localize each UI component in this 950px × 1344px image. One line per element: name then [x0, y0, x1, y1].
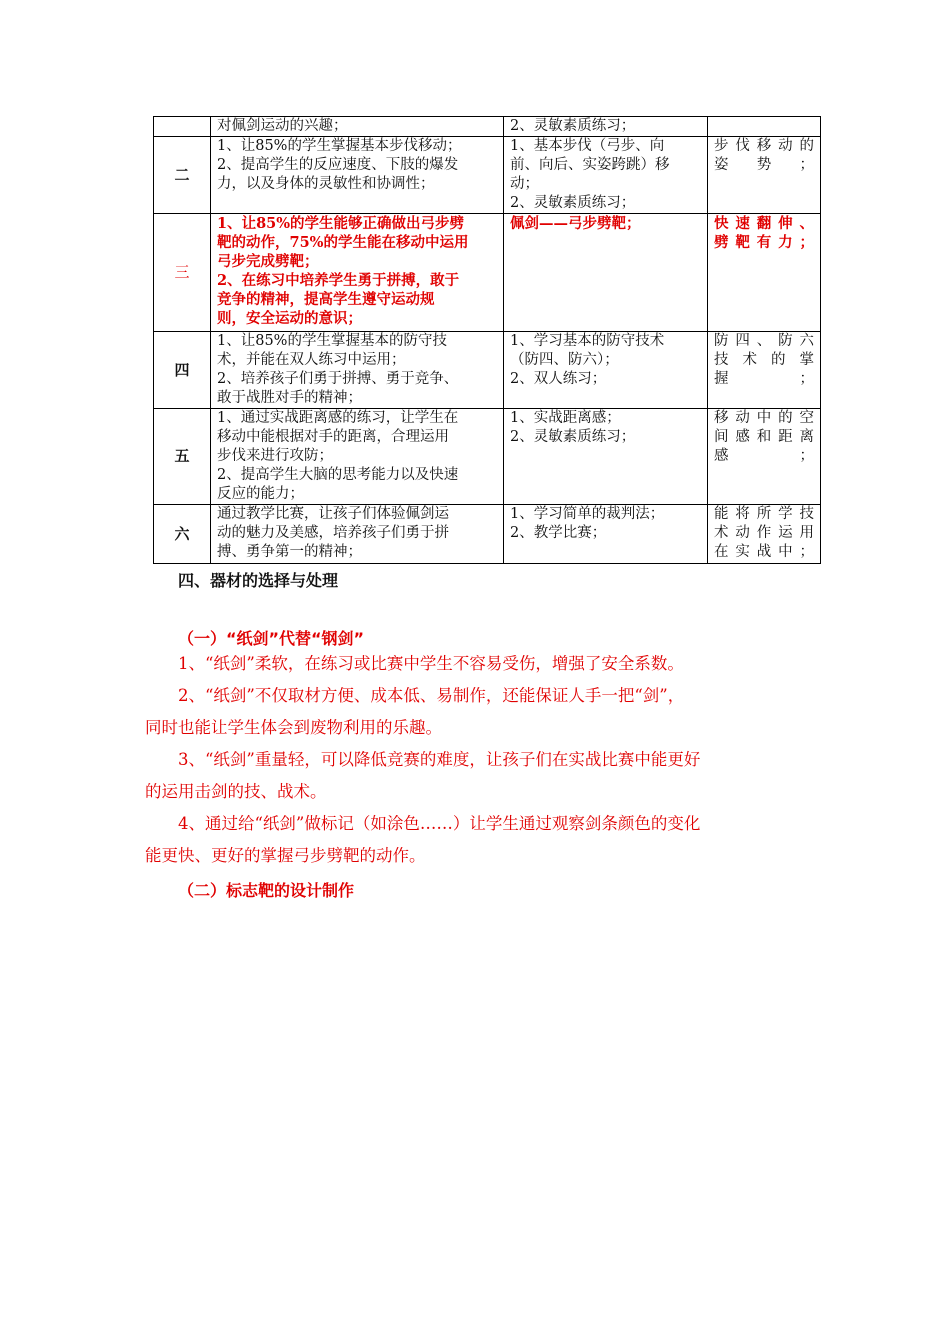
lesson-plan-table	[153, 116, 821, 564]
lesson-content-cell	[504, 409, 708, 505]
cell-text-line: 对佩剑运动的兴趣；	[217, 118, 348, 134]
cell-text-line: 能将所学技	[714, 506, 814, 522]
cell-text-line: 防四、防六	[714, 333, 814, 349]
lesson-goal-cell	[211, 137, 504, 214]
lesson-goal-cell	[211, 505, 504, 564]
cell-text-line: 2、灵敏素质练习；	[510, 429, 636, 445]
cell-text-line: 1、实战距离感；	[510, 410, 621, 426]
cell-text-line: 技术的掌	[714, 352, 814, 368]
lesson-number-cell: 四	[154, 332, 211, 409]
cell-text-line: 前、向后、实姿跨跳）移	[510, 157, 670, 173]
lesson-key-cell	[708, 137, 821, 214]
cell-text-line: 1、让85%的学生掌握基本步伐移动；	[217, 138, 462, 154]
lesson-number-cell	[154, 117, 211, 137]
cell-text-line: 2、双人练习；	[510, 371, 607, 387]
cell-text-line: 通过教学比赛，让孩子们体验佩剑运	[217, 506, 449, 522]
cell-text-line: 搏、勇争第一的精神；	[217, 544, 362, 560]
cell-text-line: 敢于战胜对手的精神；	[217, 390, 362, 406]
cell-text-line: 1、基本步伐（弓步、向	[510, 138, 665, 154]
cell-text-line: 间感和距离	[714, 429, 814, 445]
paragraph-line: 能更快、更好的掌握弓步劈靶的动作。	[145, 846, 426, 865]
lesson-goal-cell	[211, 117, 504, 137]
cell-text-line: 佩剑——弓步劈靶；	[510, 215, 641, 232]
table-row	[154, 505, 821, 564]
table-row	[154, 117, 821, 137]
section-4-heading: 四、器材的选择与处理	[178, 571, 339, 590]
cell-text-line: 1、学习简单的裁判法；	[510, 506, 665, 522]
lesson-content-cell	[504, 117, 708, 137]
cell-text-line: 2、教学比赛；	[510, 525, 607, 541]
cell-text-line: 2、灵敏素质练习；	[510, 118, 636, 134]
lesson-key-cell	[708, 409, 821, 505]
lesson-number-cell: 三	[154, 214, 211, 332]
cell-text-line: 移动中的空	[714, 410, 814, 426]
cell-text-line: 2、在练习中培养学生勇于拼搏，敢于	[217, 272, 460, 289]
paragraph-line: 4、通过给“纸剑”做标记（如涂色……）让学生通过观察剑条颜色的变化	[178, 814, 701, 833]
paragraph-1	[145, 648, 805, 680]
cell-text-line: 力，以及身体的灵敏性和协调性；	[217, 176, 435, 192]
lesson-content-cell	[504, 332, 708, 409]
paragraph-line: 同时也能让学生体会到废物利用的乐趣。	[145, 718, 442, 737]
lesson-key-cell	[708, 332, 821, 409]
paragraph-line: 2、“纸剑”不仅取材方便、成本低、易制作，还能保证人手一把“剑”，	[178, 686, 685, 705]
lesson-content-cell	[504, 137, 708, 214]
lesson-content-cell	[504, 214, 708, 332]
cell-text-line: 快速翻伸、	[714, 215, 814, 232]
table-row	[154, 214, 821, 332]
cell-text-line: 2、提高学生的反应速度、下肢的爆发	[217, 157, 459, 173]
lesson-goal-cell	[211, 332, 504, 409]
cell-text-line: 则，安全运动的意识；	[217, 310, 362, 327]
paragraph-line: 的运用击剑的技、战术。	[145, 782, 327, 801]
cell-text-line: 术，并能在双人练习中运用；	[217, 352, 406, 368]
cell-text-line: 2、提高学生大脑的思考能力以及快速	[217, 467, 459, 483]
cell-text-line: 握；	[714, 371, 814, 387]
lesson-number-cell: 六	[154, 505, 211, 564]
cell-text-line: 感；	[714, 448, 814, 464]
cell-text-line: 姿势；	[714, 157, 814, 173]
cell-text-line: 术动作运用	[714, 525, 814, 541]
table-row	[154, 137, 821, 214]
paragraph-2	[145, 680, 805, 744]
cell-text-line: 在实战中；	[714, 544, 814, 560]
cell-text-line: 步伐移动的	[714, 138, 814, 154]
lesson-key-cell	[708, 214, 821, 332]
lesson-number-cell: 五	[154, 409, 211, 505]
cell-text-line: 劈靶有力；	[714, 234, 814, 251]
cell-text-line: 1、学习基本的防守技术	[510, 333, 665, 349]
paragraph-line: 3、“纸剑”重量轻，可以降低竞赛的难度，让孩子们在实战比赛中能更好	[178, 750, 701, 769]
cell-text-line: 2、培养孩子们勇于拼搏、勇于竞争、	[217, 371, 459, 387]
cell-text-line: 动的魅力及美感，培养孩子们勇于拼	[217, 525, 449, 541]
lesson-goal-cell	[211, 409, 504, 505]
subsection-2-heading: （二）标志靶的设计制作	[178, 881, 355, 900]
cell-text-line: 步伐来进行攻防；	[217, 448, 333, 464]
lesson-goal-cell	[211, 214, 504, 332]
lesson-key-cell	[708, 117, 821, 137]
cell-text-line: 1、通过实战距离感的练习，让学生在	[217, 410, 459, 426]
cell-text-line: 1、让85%的学生能够正确做出弓步劈	[217, 215, 465, 232]
cell-text-line: 移动中能根据对手的距离，合理运用	[217, 429, 449, 445]
lesson-content-cell	[504, 505, 708, 564]
cell-text-line: 1、让85%的学生掌握基本的防守技	[217, 333, 447, 349]
cell-text-line: 动；	[510, 176, 539, 192]
cell-text-line: 靶的动作，75%的学生能在移动中运用	[217, 234, 469, 251]
paragraph-3	[145, 744, 805, 808]
table-row	[154, 332, 821, 409]
cell-text-line: （防四、防六）；	[510, 352, 619, 368]
paragraph-4	[145, 808, 805, 872]
table-row	[154, 409, 821, 505]
cell-text-line: 弓步完成劈靶；	[217, 253, 319, 270]
lesson-number-cell: 二	[154, 137, 211, 214]
cell-text-line: 反应的能力；	[217, 486, 304, 502]
lesson-key-cell	[708, 505, 821, 564]
cell-text-line: 2、灵敏素质练习；	[510, 195, 636, 211]
paragraph-line: 1、“纸剑”柔软，在练习或比赛中学生不容易受伤，增强了安全系数。	[178, 654, 684, 673]
cell-text-line: 竞争的精神，提高学生遵守运动规	[217, 291, 435, 308]
subsection-1-heading: （一）“纸剑”代替“钢剑”	[178, 629, 365, 648]
